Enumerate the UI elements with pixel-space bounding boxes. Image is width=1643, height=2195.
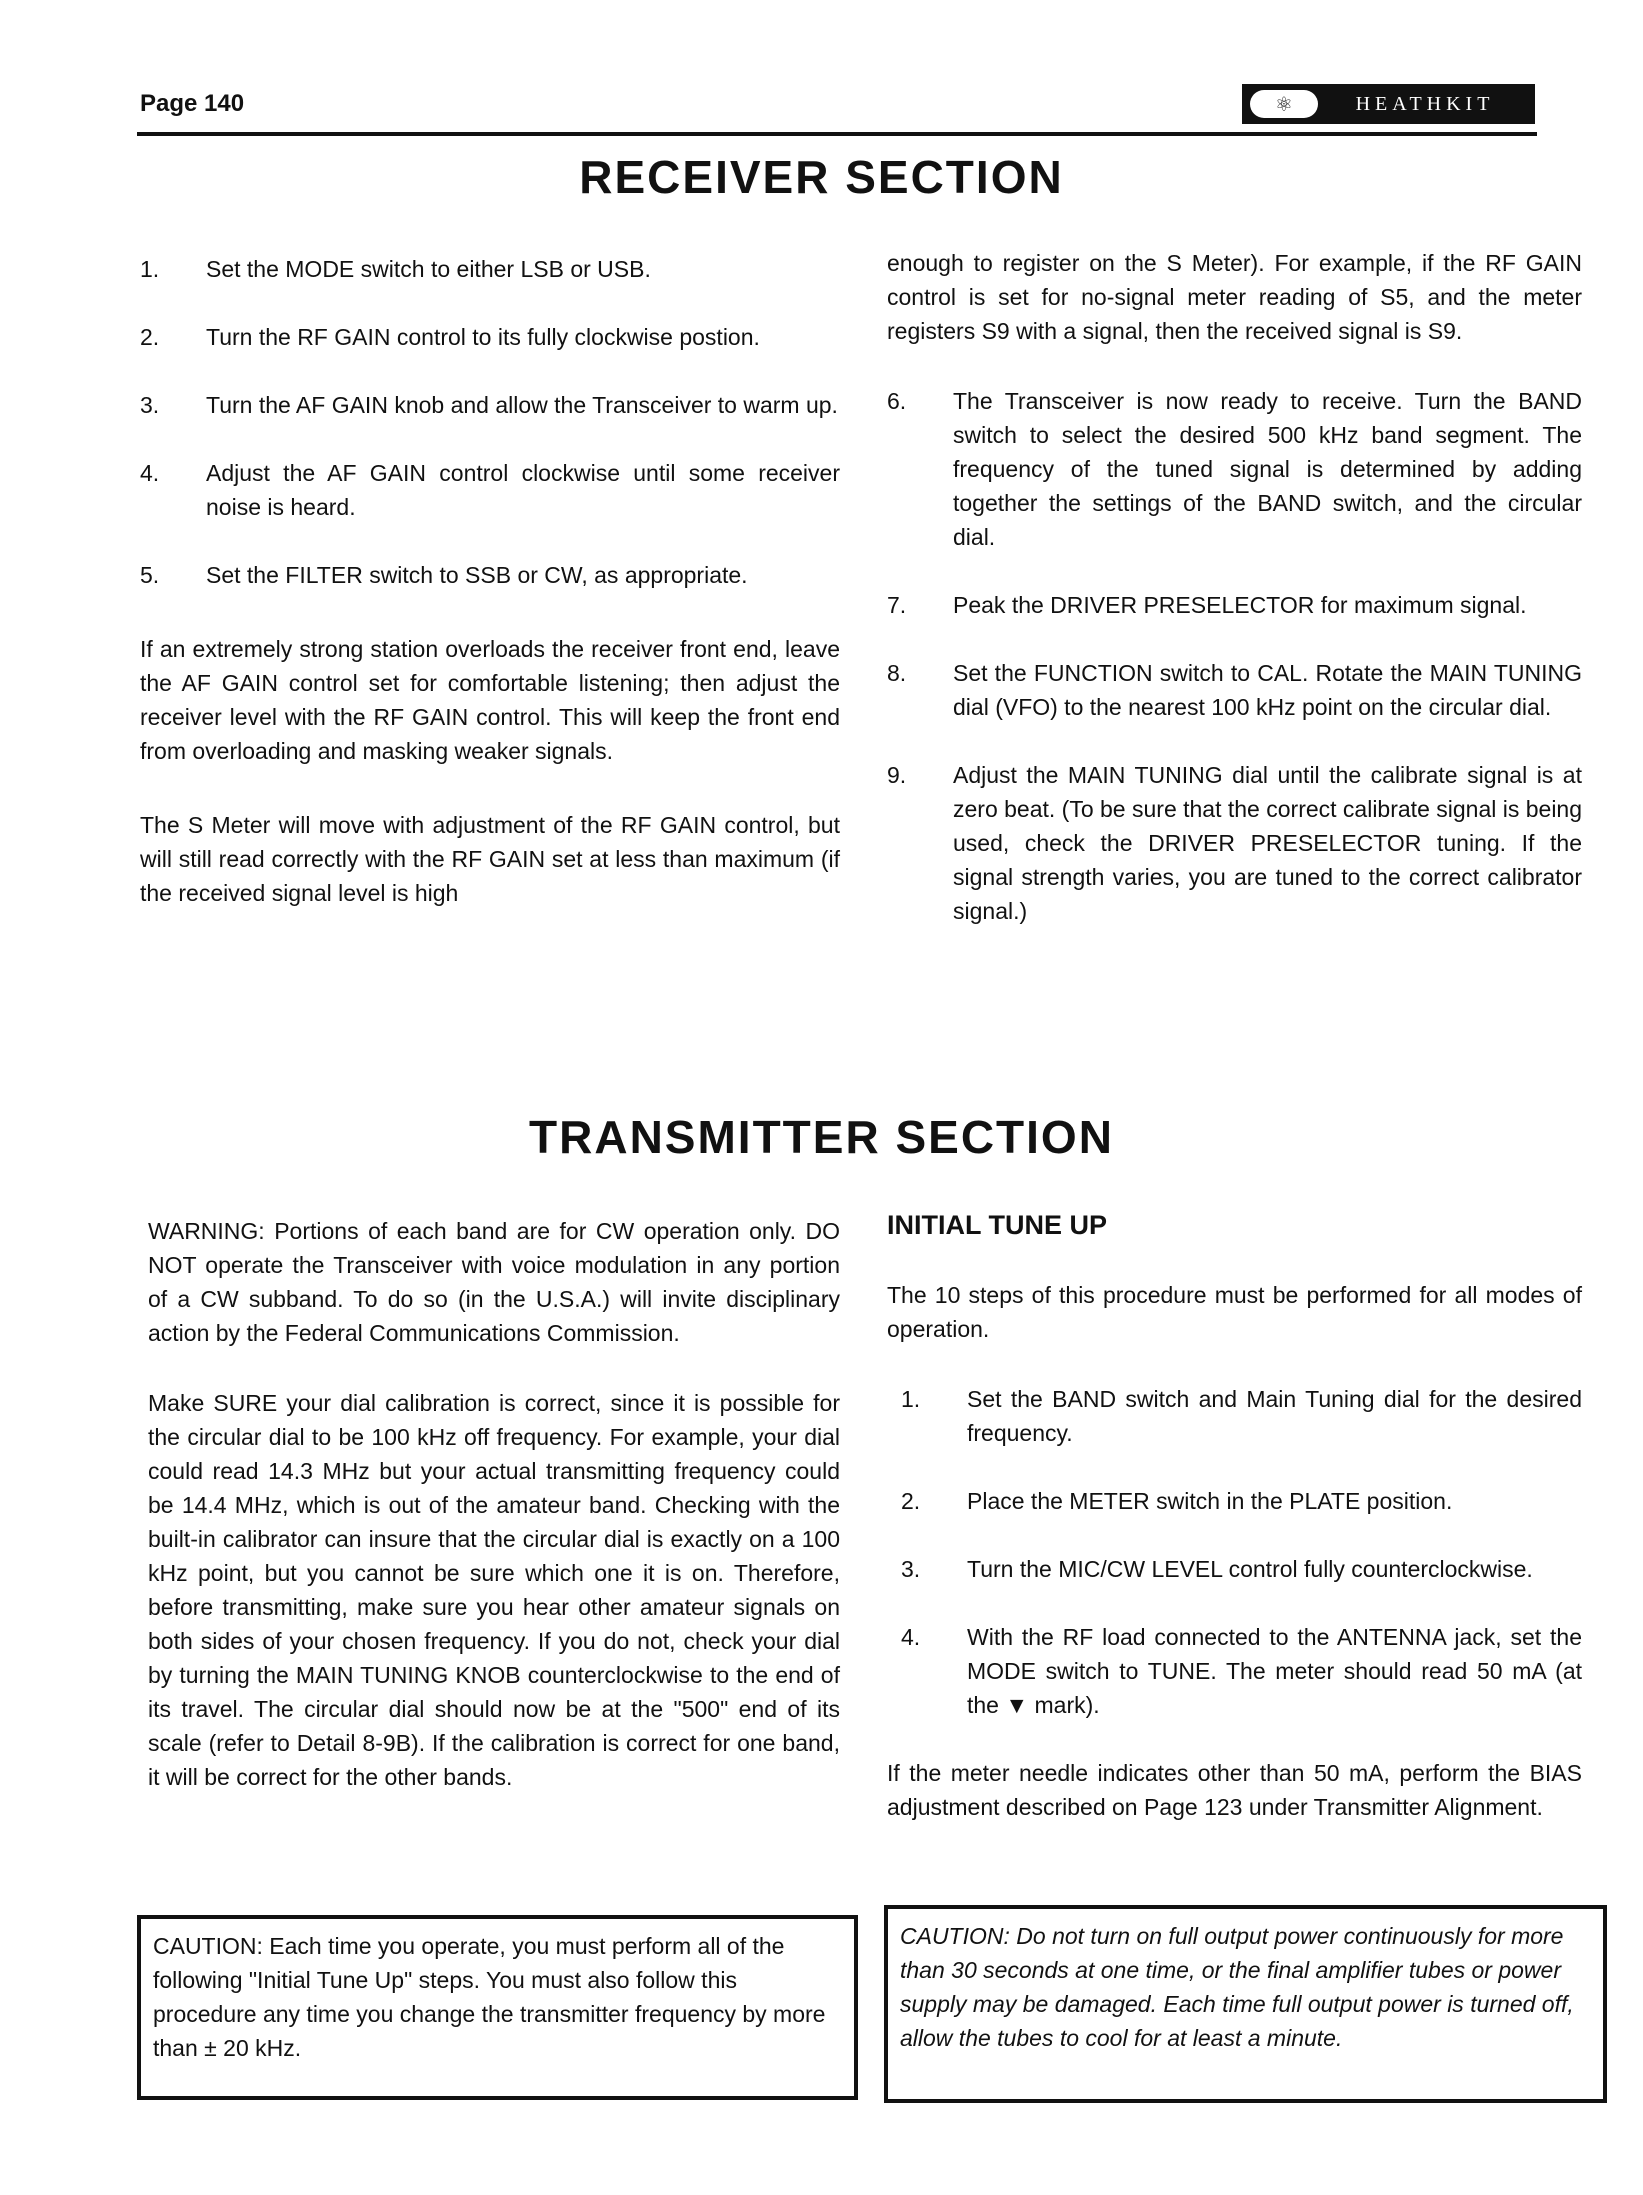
receiver-steps-left <box>140 252 840 592</box>
receiver-steps-right <box>887 384 1582 928</box>
list-item: 1. Set the BAND switch and Main Tuning dial for the desired frequency. <box>901 1386 1582 1446</box>
list-item: 8. Set the FUNCTION switch to CAL. Rotate the MAIN TUNING dial (VFO) to the nearest 100 kHz point on the circular dial. <box>887 660 1582 720</box>
receiver-left-column <box>140 252 840 946</box>
header-rule <box>137 132 1537 136</box>
smeter-paragraph-continued: enough to register on the S Meter). For example, if the RF GAIN control is set for no-signal meter reading of S5, and the meter registers S9 with a signal, then the received signal is S9. <box>887 250 1582 344</box>
list-item: 4. With the RF load connected to the ANTENNA jack, set the MODE switch to TUNE. The meter should read 50 mA (at the ▼ mark). <box>901 1624 1582 1718</box>
list-item: 2. Place the METER switch in the PLATE position. <box>901 1488 1453 1514</box>
warning-paragraph: WARNING: Portions of each band are for CW operation only. DO NOT operate the Transceiver with voice modulation in any portion of a CW subband. To do so (in the U.S.A.) will invite disciplinary action by the Federal Communications Commission. <box>148 1218 840 1346</box>
list-item: 1. Set the MODE switch to either LSB or USB. <box>140 256 651 282</box>
list-item: 9. Adjust the MAIN TUNING dial until the calibrate signal is at zero beat. (To be sure that the correct calibrate signal is being used, check the DRIVER PRESELECTOR tuning. If the signal strength varies, you are tuned to the correct calibrator signal.) <box>887 762 1583 924</box>
list-item: 4. Adjust the AF GAIN control clockwise until some receiver noise is heard. <box>140 460 840 520</box>
caution-box-right <box>884 1905 1607 2103</box>
transmitter-right-column <box>887 1208 1582 1860</box>
transmitter-section-title: TRANSMITTER SECTION <box>529 1111 1114 1163</box>
tune-up-intro: The 10 steps of this procedure must be performed for all modes of operation. <box>887 1282 1582 1342</box>
list-item: 2. Turn the RF GAIN control to its fully clockwise postion. <box>140 324 760 350</box>
heathkit-logo <box>1242 84 1535 124</box>
transmitter-left-column <box>148 1214 840 1830</box>
list-item: 3. Turn the MIC/CW LEVEL control fully counterclockwise. <box>901 1556 1533 1582</box>
list-item: 3. Turn the AF GAIN knob and allow the Transceiver to warm up. <box>140 392 838 418</box>
receiver-section-title: RECEIVER SECTION <box>579 151 1064 203</box>
caution-text: CAUTION: Do not turn on full output power continuously for more than 30 seconds at one time, or the final amplifier tubes or power supply may be damaged. Each time full output power is turned off, allow the tubes to cool for at least a minute. <box>900 1923 1574 2051</box>
tune-up-steps <box>901 1382 1582 1722</box>
smeter-paragraph: The S Meter will move with adjustment of the RF GAIN control, but will still read correctly with the RF GAIN set at less than maximum (if the received signal level is high <box>140 812 840 906</box>
caution-box-left <box>137 1915 858 2100</box>
logo-text: HEATHKIT <box>1355 92 1495 115</box>
receiver-right-column <box>887 246 1582 962</box>
page-number: Page 140 <box>140 90 245 117</box>
initial-tune-up-heading: INITIAL TUNE UP <box>887 1210 1108 1240</box>
list-item: 7. Peak the DRIVER PRESELECTOR for maximum signal. <box>887 592 1527 618</box>
atom-emblem-icon: ⚛ <box>1250 90 1318 118</box>
list-item: 6. The Transceiver is now ready to receive. Turn the BAND switch to select the desired 500 kHz band segment. The frequency of the tuned signal is determined by adding together the settings of the BAND switch, and the circular dial. <box>887 388 1582 550</box>
overload-paragraph: If an extremely strong station overloads the receiver front end, leave the AF GAIN control set for comfortable listening; then adjust the receiver level with the RF GAIN control. This will keep the front end from overloading and masking weaker signals. <box>140 636 840 764</box>
dial-calibration-paragraph: Make SURE your dial calibration is correct, since it is possible for the circular dial to be 100 kHz off frequency. For example, your dial could read 14.3 MHz but your actual transmitting frequency could be 14.4 MHz, which is out of the amateur band. Checking with the built-in calibrator can insure that the circular dial is exactly on a 100 kHz point, but you cannot be sure which one it is on. Therefore, before transmitting, make sure you hear other amateur signals on both sides of your chosen frequency. If you do not, check your dial by turning the MAIN TUNING KNOB counterclockwise to the end of its travel. The circular dial should now be at the "500" end of its scale (refer to Detail 8-9B). If the calibration is correct for one band, it will be correct for the other bands. <box>148 1390 840 1790</box>
caution-text: CAUTION: Each time you operate, you must perform all of the following "Initial Tune Up" steps. You must also follow this procedure any time you change the transmitter frequency by more than ± 20 kHz. <box>153 1933 826 2061</box>
bias-note: If the meter needle indicates other than 50 mA, perform the BIAS adjustment described on Page 123 under Transmitter Alignment. <box>887 1760 1582 1820</box>
list-item: 5. Set the FILTER switch to SSB or CW, as appropriate. <box>140 562 748 588</box>
